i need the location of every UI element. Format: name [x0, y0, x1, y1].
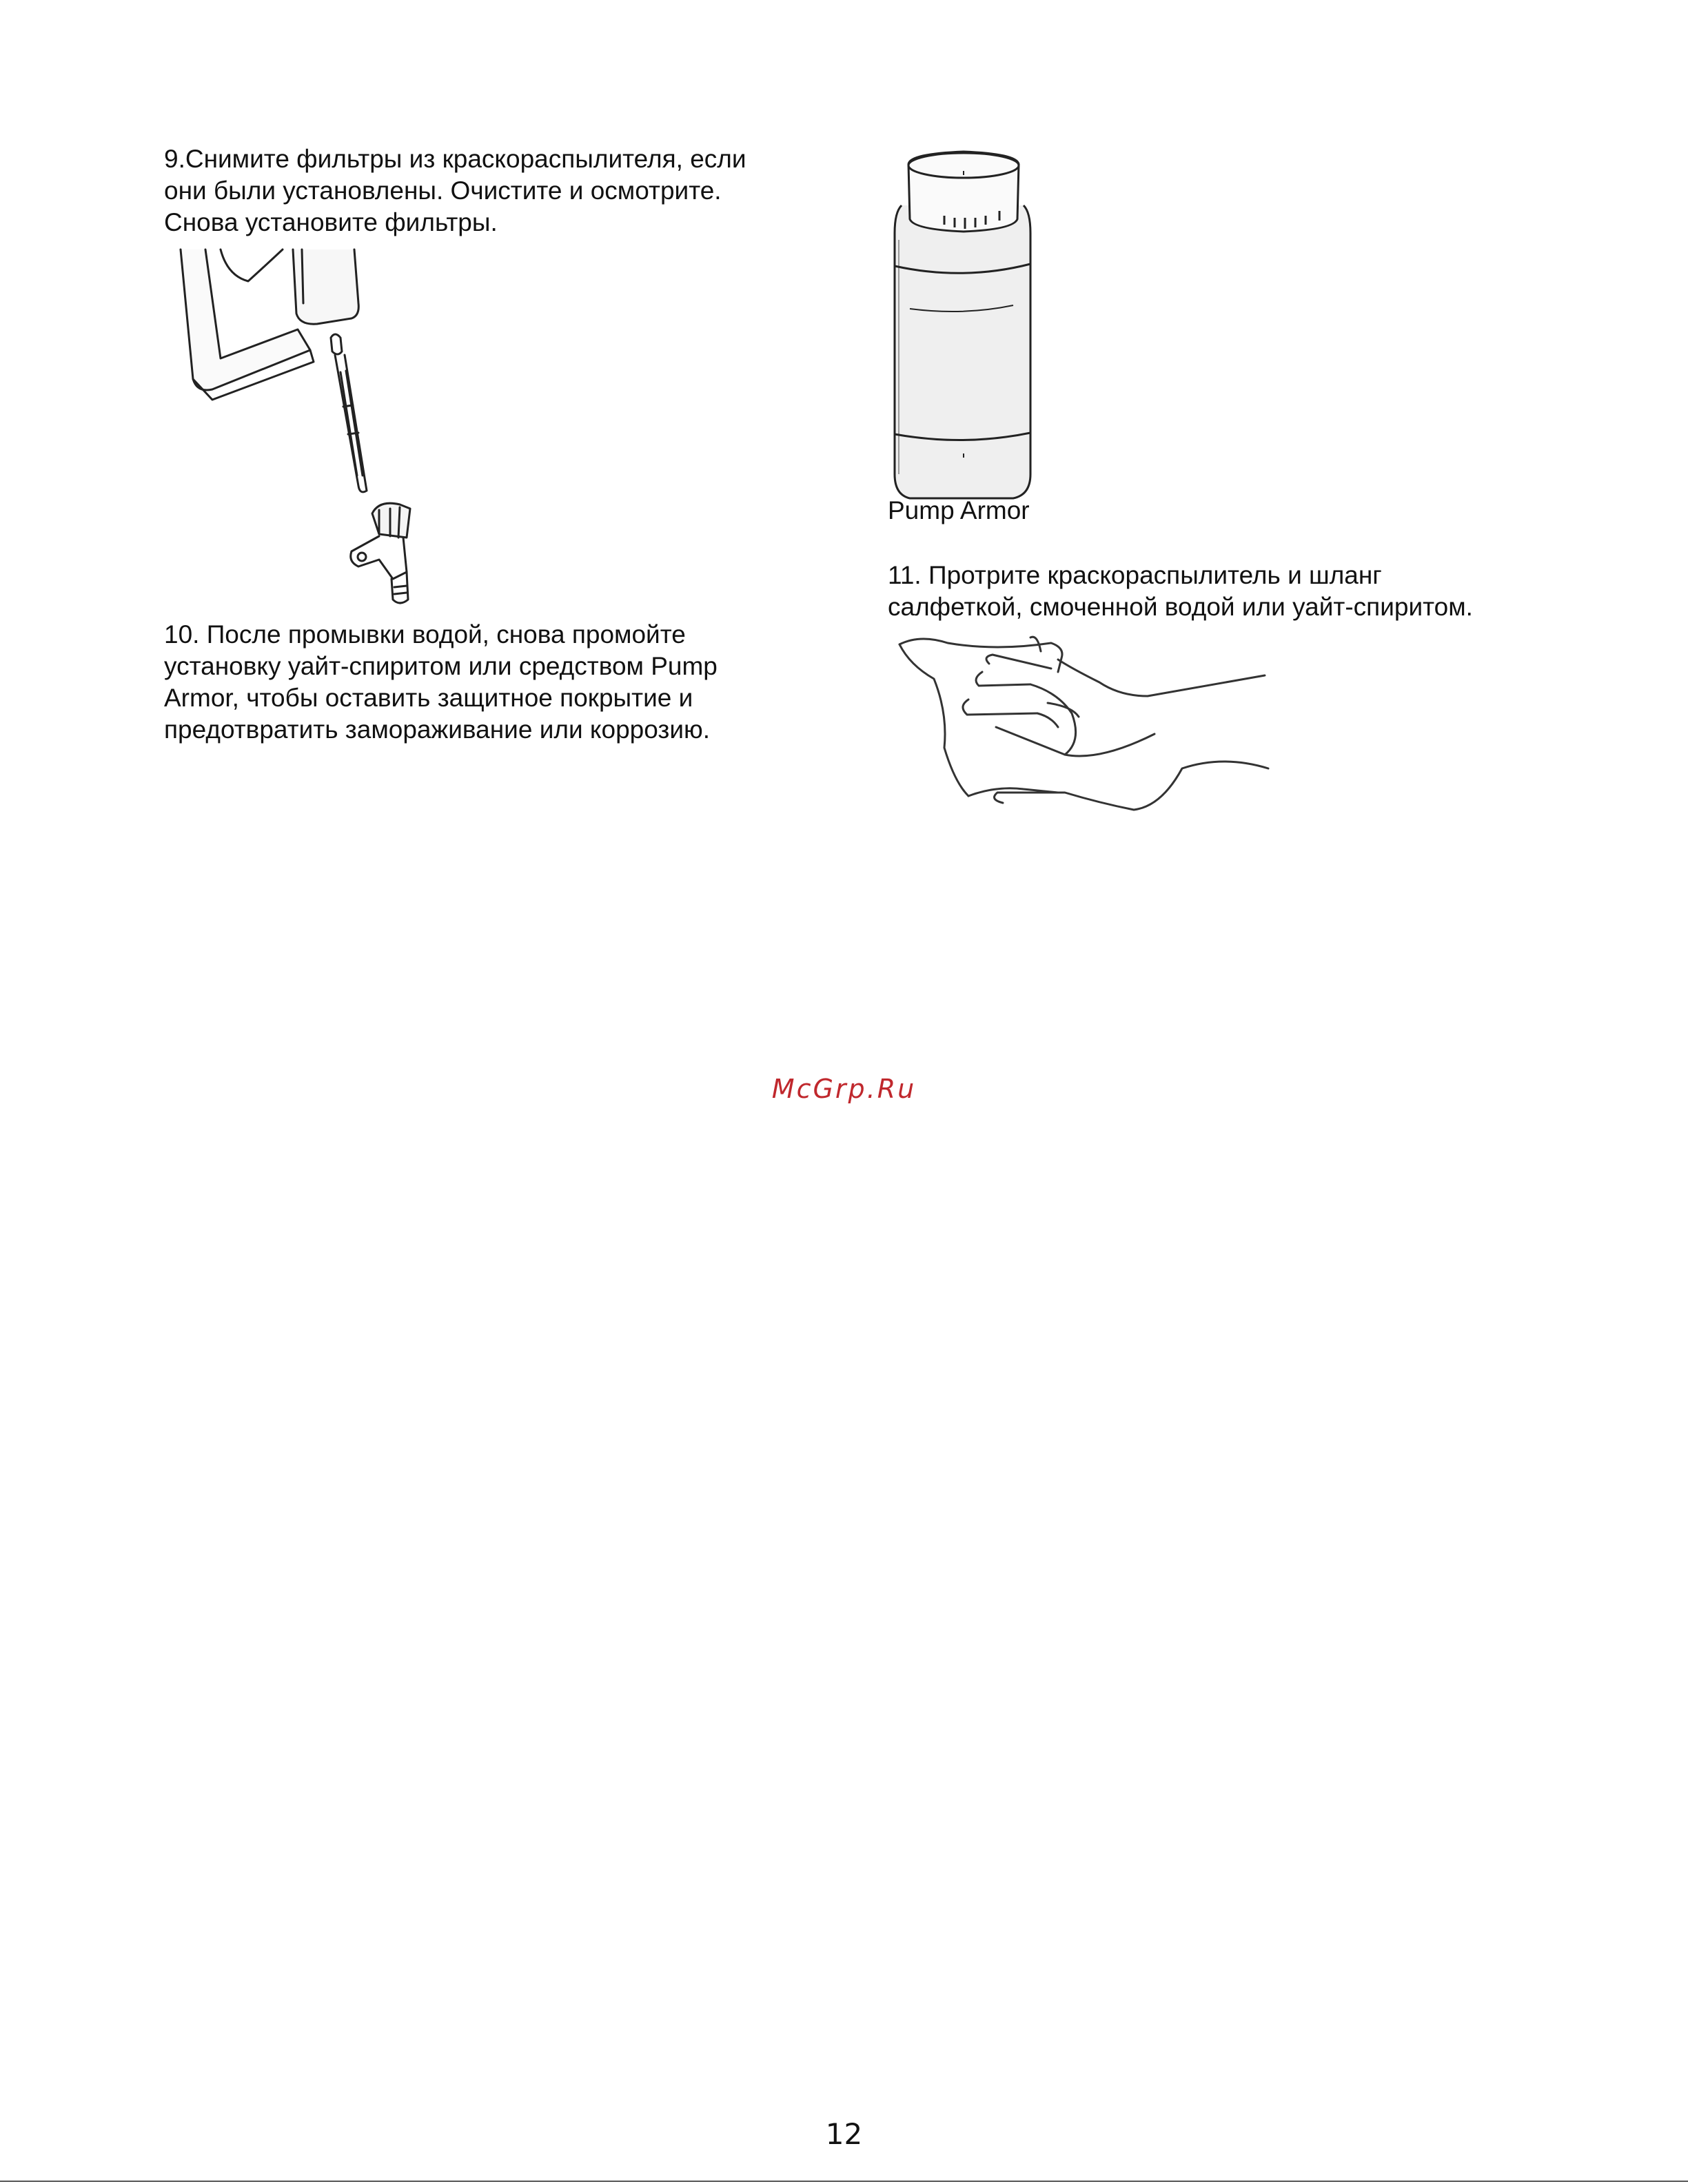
step-10-line: установку уайт-спиритом или средством Pump: [164, 652, 718, 680]
pump-armor-bottle-illustration: [889, 150, 1041, 502]
bottom-divider: [0, 2181, 1688, 2182]
step-11-line: салфеткой, смоченной водой или уайт-спиритом.: [888, 593, 1473, 621]
step-11-line: 11. Протрите краскораспылитель и шланг: [888, 561, 1382, 589]
step-10-line: предотвратить замораживание или коррозию.: [164, 715, 711, 744]
step-10-line: Armor, чтобы оставить защитное покрытие и: [164, 684, 693, 712]
hand-wiping-illustration: [893, 631, 1279, 844]
step-9-text: [164, 143, 746, 238]
filter-removal-illustration: [172, 248, 462, 613]
page-number: 12: [825, 2117, 863, 2151]
step-9-line: они были установлены. Очистите и осмотрите.: [164, 176, 722, 205]
step-9-line: Снова установите фильтры.: [164, 208, 498, 236]
step-10-line: 10. После промывки водой, снова промойте: [164, 620, 686, 649]
step-10-text: [164, 619, 718, 746]
step-9-line: 9.Снимите фильтры из краскораспылителя, если: [164, 145, 746, 173]
step-11-text: [888, 560, 1473, 623]
pump-armor-caption-text: Pump Armor: [888, 496, 1030, 524]
watermark: McGrp.Ru: [771, 1074, 917, 1104]
pump-armor-caption: [888, 495, 1030, 527]
